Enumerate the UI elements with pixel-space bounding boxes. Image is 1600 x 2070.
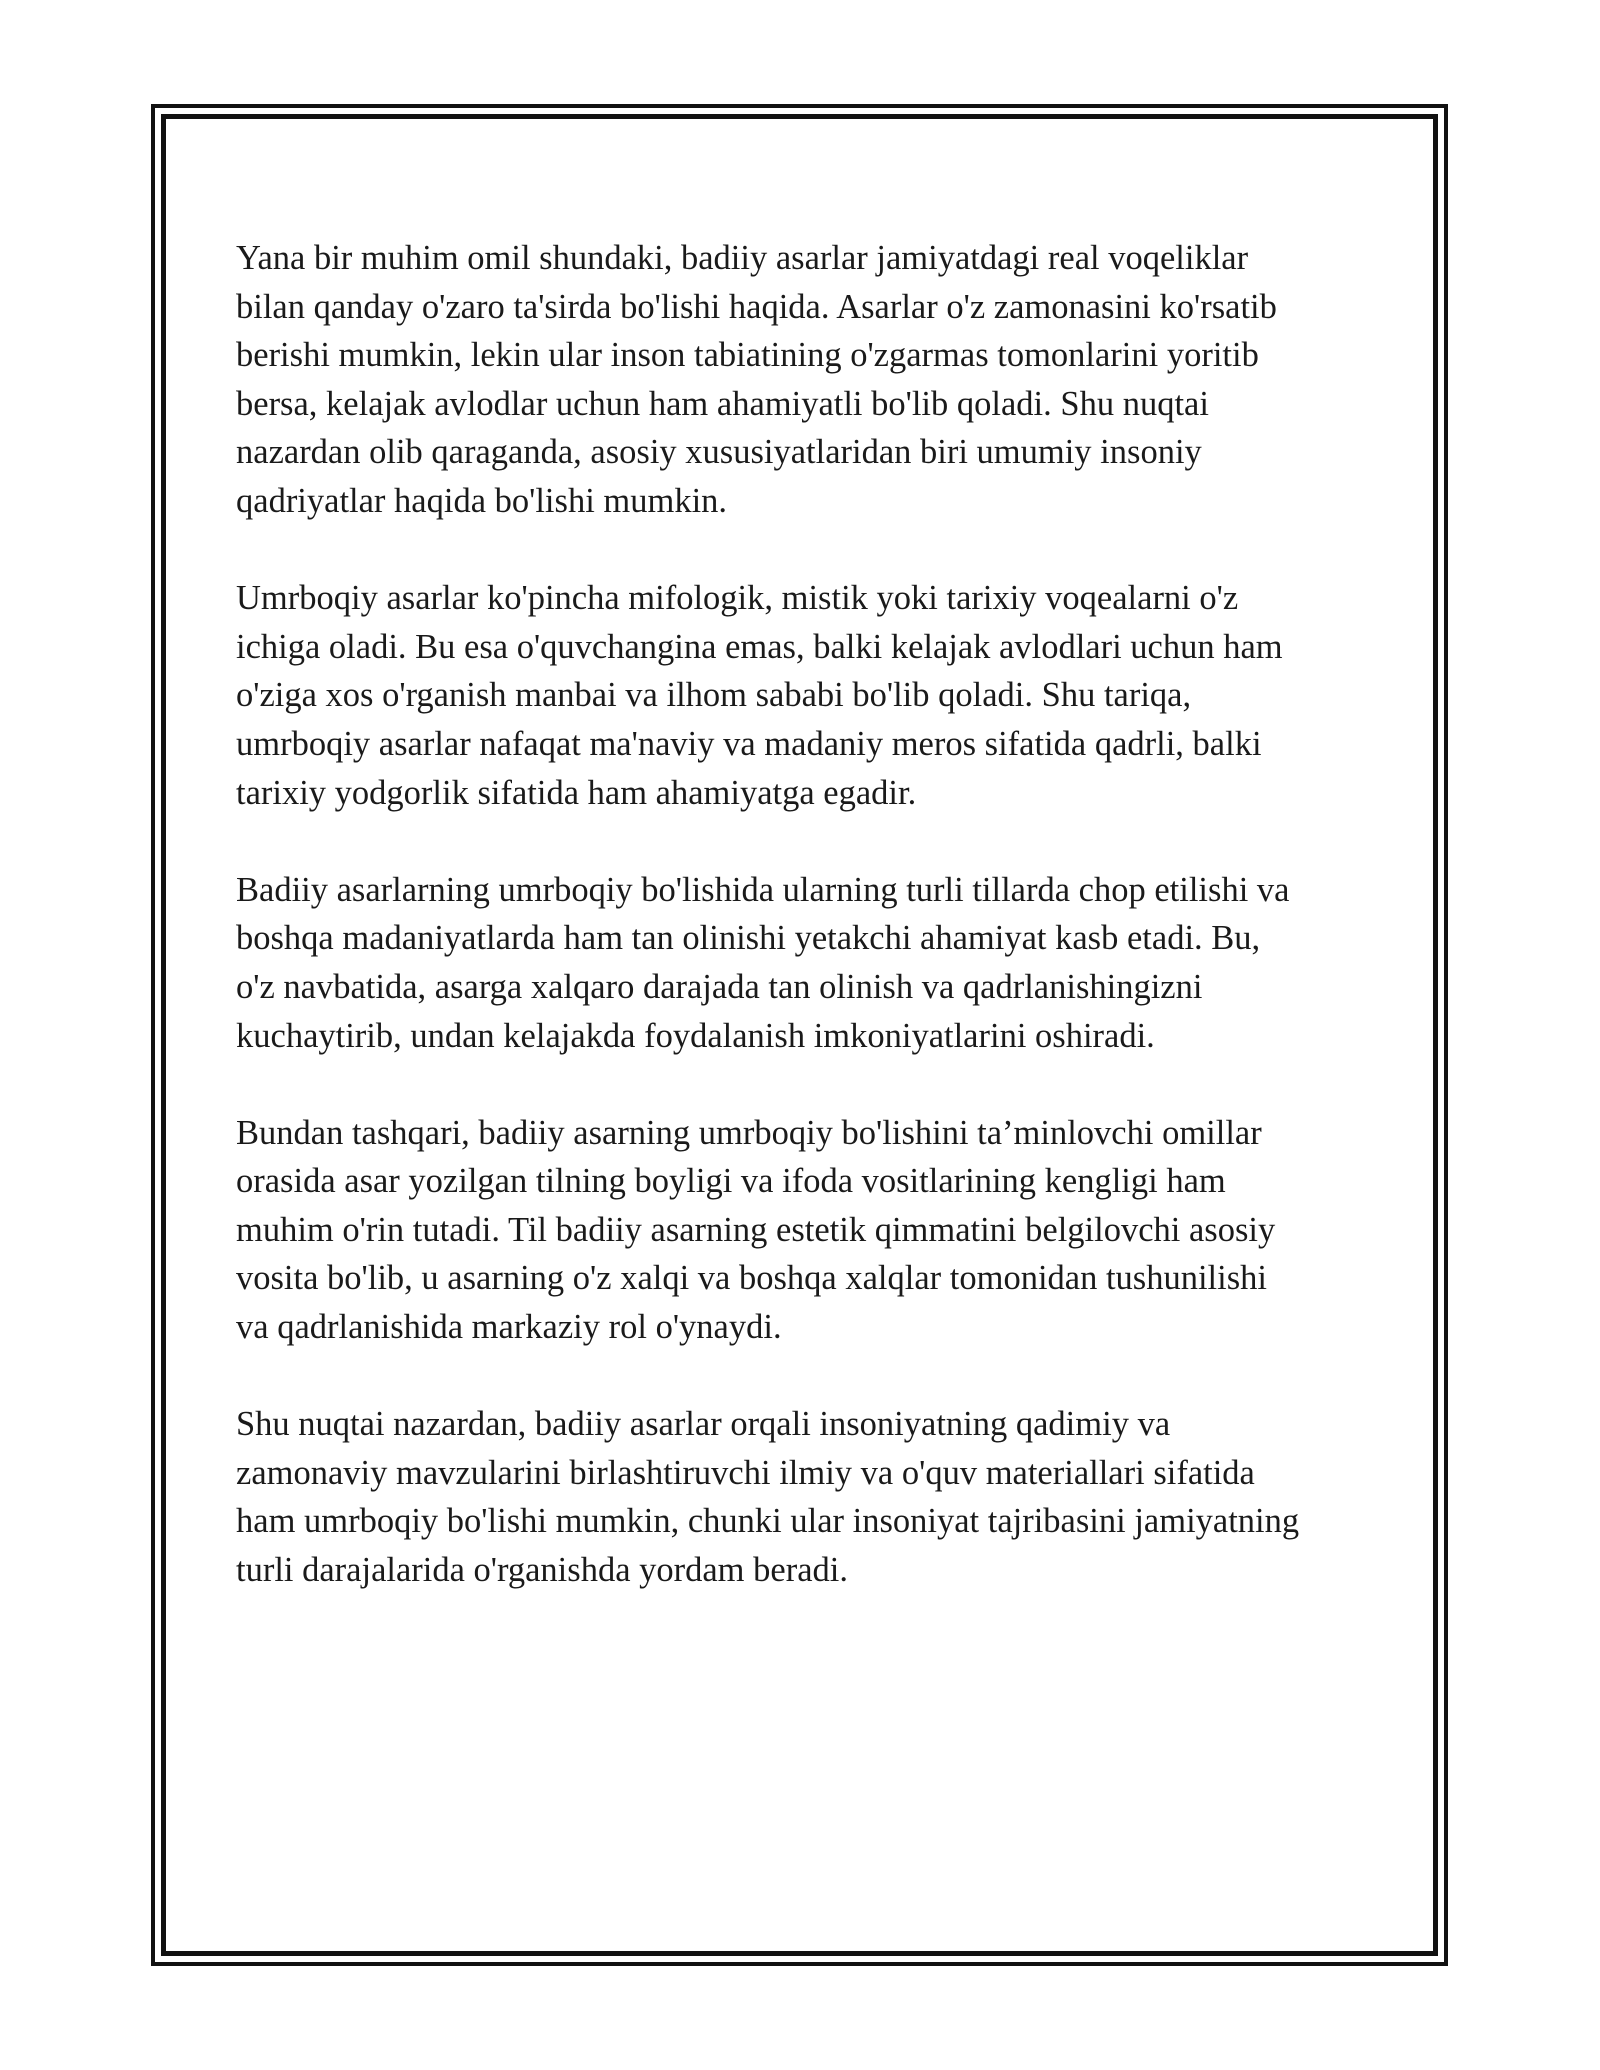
paragraph-2: Umrboqiy asarlar ko'pincha mifologik, mistik yoki tarixiy voqealarni o'z ichiga oladi. Bu esa o'quvchangina emas, balki kelajak avlodlari uchun ham o'ziga xos o'rganish manbai va ilhom sababi bo'lib qoladi. Shu tariqa, umrboqiy asarlar nafaqat ma'naviy va madaniy meros sifatida qadrli, balki tarixiy yodgorlik sifatida ham ahamiyatga egadir. xyxy=(236,579,1283,812)
paragraph-1: Yana bir muhim omil shundaki, badiiy asarlar jamiyatdagi real voqeliklar bilan qanday o'zaro ta'sirda bo'lishi haqida. Asarlar o'z zamonasini ko'rsatib berishi mumkin, lekin ular inson tabiatining o'zgarmas tomonlarini yoritib bersa, kelajak avlodlar uchun ham ahamiyatli bo'lib qoladi. Shu nuqtai nazardan olib qaraganda, asosiy xususiyatlaridan biri umumiy insoniy qadriyatlar haqida bo'lishi mumkin. xyxy=(236,239,1277,520)
paragraph-4: Bundan tashqari, badiiy asarning umrboqiy bo'lishini ta’minlovchi omillar orasida asar yozilgan tilning boyligi va ifoda vositlarining kengligi ham muhim o'rin tutadi. Til badiiy asarning estetik qimmatini belgilovchi asosiy vosita bo'lib, u asarning o'z xalqi va boshqa xalqlar tomonidan tushunilishi va qadrlanishida markaziy rol o'ynaydi. xyxy=(236,1113,1276,1347)
document-body xyxy=(236,234,1386,1643)
paragraph-3: Badiiy asarlarning umrboqiy bo'lishida ularning turli tillarda chop etilishi va boshqa madaniyatlarda ham tan olinishi yetakchi ahamiyat kasb etadi. Bu, o'z navbatida, asarga xalqaro darajada tan olinish va qadrlanishingizni kuchaytirib, undan kelajakda foydalanish imkoniyatlarini oshiradi. xyxy=(236,870,1290,1055)
paragraph-5: Shu nuqtai nazardan, badiiy asarlar orqali insoniyatning qadimiy va zamonaviy mavzularini birlashtiruvchi ilmiy va o'quv materiallari sifatida ham umrboqiy bo'lishi mumkin, chunki ular insoniyat tajribasini jamiyatning turli darajalarida o'rganishda yordam beradi. xyxy=(236,1405,1300,1590)
